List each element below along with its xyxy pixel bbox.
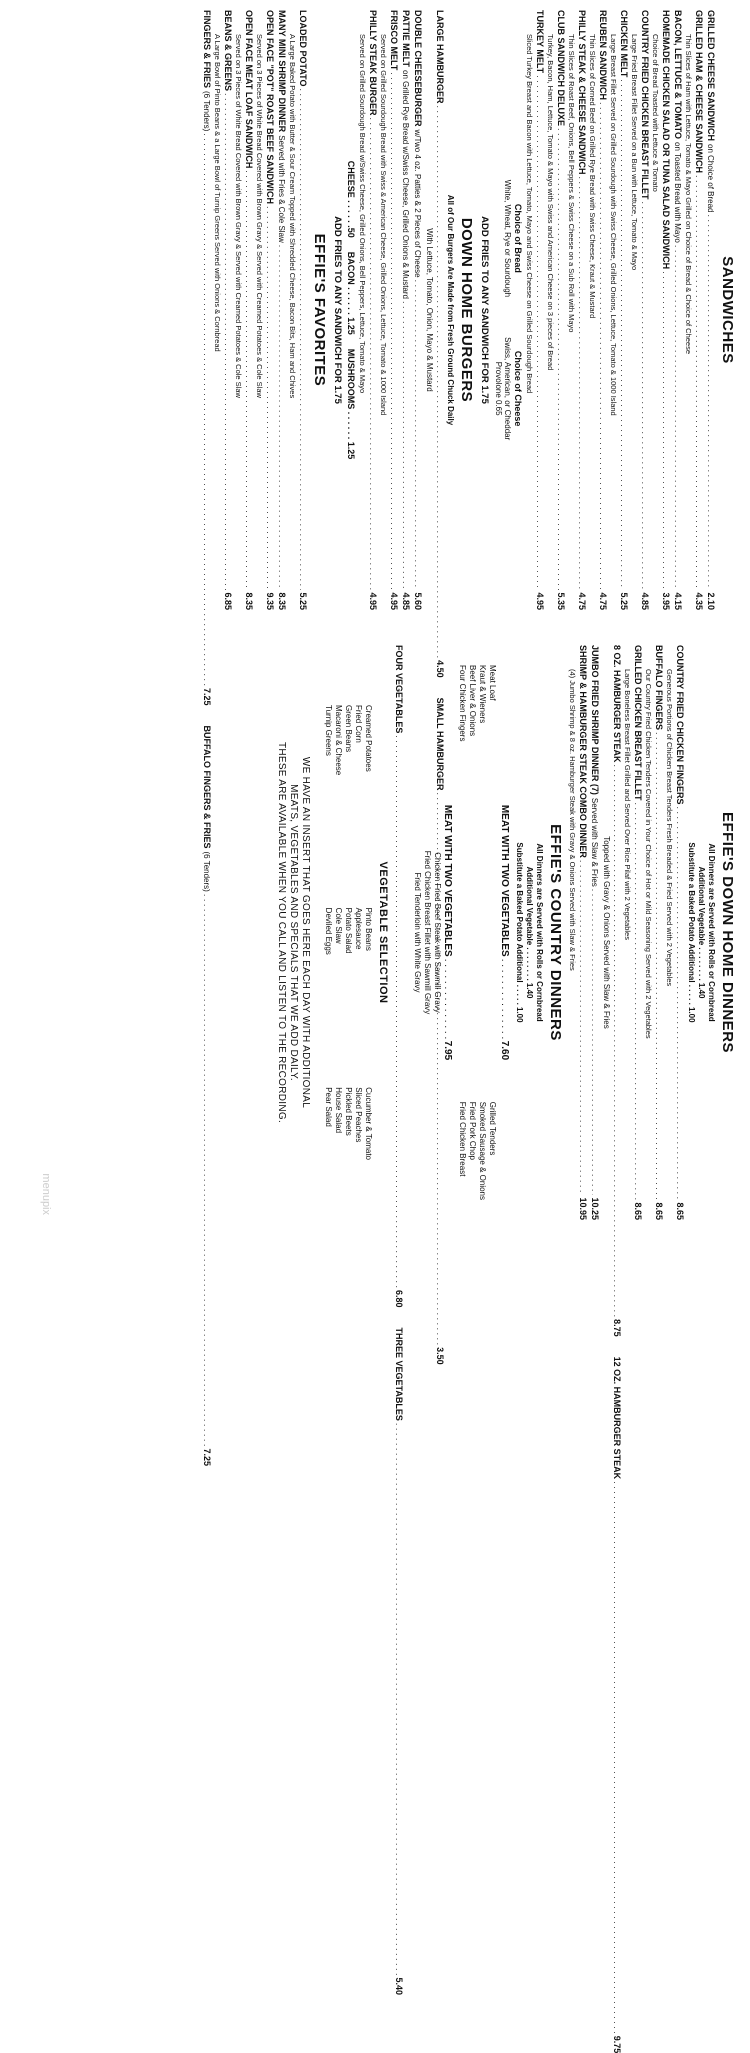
favorite-item: [289, 10, 309, 610]
sandwich-item-price: 4.35: [694, 592, 704, 610]
dinner-item-name: BUFFALO FINGERS: [654, 645, 664, 730]
shrimp-dinner: [589, 645, 600, 1220]
sandwich-item: [588, 10, 608, 610]
sandwich-item-price: 4.85: [640, 592, 650, 610]
burger-extras: [347, 10, 357, 610]
sandwich-item-inline: on Choice of Bread: [706, 144, 715, 213]
veg-col-2: [323, 908, 373, 955]
meat-option: Grilled Tenders: [488, 1101, 497, 1156]
fingers-fries-price: 7.25: [202, 687, 213, 706]
country-dinners-title: EFFIE'S COUNTRY DINNERS: [547, 824, 564, 1041]
favorite-item-desc: A Large Baked Potato with Butter & Sour Cream Topped with Shredded Cheese, Bacon Bits, Ham and Chives: [288, 34, 298, 399]
burger-item-name: PATTIE MELT: [401, 10, 412, 67]
favorite-item-desc: Served on 3 Pieces of White Bread Covered with Brown Gravy & Served with Creamed Potatoes & Cole Slaw: [234, 34, 244, 398]
buffalo-fingers-fries-inline: (6 Tenders): [202, 851, 212, 892]
sandwich-item: [651, 10, 671, 610]
steak-12oz-price: 9.75: [612, 2035, 622, 2053]
burger-item-price: 4.85: [401, 592, 412, 610]
veg-price-pair: [393, 645, 404, 1995]
dinner-item-price: 8.65: [675, 1202, 685, 1220]
sandwich-item-name: PHILLY STEAK & CHEESE SANDWICH: [577, 10, 587, 175]
dinner-item-name: COUNTRY FRIED CHICKEN FINGERS: [675, 645, 685, 805]
bread-choice-title: Choice of Bread: [513, 203, 523, 273]
sandwich-add-fries: ADD FRIES TO ANY SANDWICH FOR 1.75: [479, 216, 491, 404]
sandwich-choices: [494, 10, 523, 610]
dinner-item: [623, 645, 643, 1220]
sandwiches-title: SANDWICHES: [719, 256, 736, 364]
meat-two-veg-b: [442, 645, 453, 1220]
burger-item: [359, 10, 379, 610]
burger-item-name: FRISCO MELT: [389, 10, 400, 71]
cd-line1: All Dinners are Served with Rolls or Cornbread: [535, 843, 544, 1022]
dinner-item-price: 8.65: [654, 1202, 664, 1220]
three-vegetables: [393, 1327, 404, 1995]
vegetable-option: Pickled Beets: [344, 1087, 353, 1136]
watermark: menupix: [40, 1173, 52, 1215]
cheese-choice-list: Swiss, American, or Cheddar: [503, 337, 513, 441]
sandwich-item: [567, 10, 587, 610]
burger-item-price: 4.95: [389, 592, 400, 610]
small-hamburger-price: 3.50: [435, 1347, 446, 1365]
extra-bacon: BACON . . . . . . 1.25: [346, 251, 357, 335]
vegetable-columns: [323, 705, 373, 1160]
sandwich-item-name: TURKEY MELT: [535, 10, 545, 74]
cd-line3: Substitute a Baked Potato Additional . . . . . 1.00: [515, 842, 524, 1023]
vegetable-option: Pinto Beans: [364, 907, 373, 951]
dinner-item-price: 8.65: [633, 1202, 643, 1220]
sandwich-item-desc: Large Breast Fillet Served on Grilled Sourdough with Swiss Cheese, Grilled Onions, Lettuce, Tomato & 1000 Island: [609, 34, 618, 416]
dinner-item-desc: Our Country Fried Chicken Tenders Covered in Your Choice of Hot or Mild Seasoning Served with 2 Vegetables: [644, 669, 653, 1039]
favorite-item-price: 8.35: [244, 592, 255, 610]
sandwich-item-name: CHICKEN MELT: [619, 10, 629, 78]
favorite-item: [235, 10, 255, 610]
veg-col-3: [323, 1087, 373, 1160]
extra-mushrooms: MUSHROOMS . . . . . . 1.25: [346, 348, 357, 460]
footer-line2: MEATS, VEGETABLES AND SPECIALS THAT WE ADD DAILY.: [288, 784, 299, 1081]
burger-item-desc: Served on Grilled Sourdough Bread with Swiss & American Cheese, Grilled Onions, Lettuce, Tomato & 1000 Island: [379, 34, 389, 416]
meat-option: Kraut & Wieners: [478, 665, 487, 724]
sandwich-item-desc: Large Fried Breast Fillet Served on a Bun with Lettuce, Tomato & Mayo: [630, 34, 639, 271]
shrimp-dinner-inline: Served with Slaw & Fries: [590, 797, 599, 887]
bread-choice-list: White, Wheat, Rye or Sourdough: [503, 179, 513, 298]
footer-note: [275, 645, 311, 1220]
sandwich-item-name: COUNTRY FRIED CHICKEN BREAST FILLET: [640, 10, 650, 200]
favorite-item-name: BEANS & GREENS: [223, 10, 234, 92]
vegetable-option: Cucumber & Tomato: [364, 1087, 373, 1160]
vegetable-option: Turnip Greens: [324, 705, 333, 756]
sandwich-item-desc: Thin Slices of Corned Beef on Grilled Rye Bread with Swiss Cheese, Kraut & Mustard: [588, 34, 597, 319]
dinner-item: [665, 645, 685, 1220]
fingers-fries-name: FINGERS & FRIES: [202, 10, 213, 89]
large-hamburger: [435, 10, 446, 678]
sandwich-item-price: 3.95: [661, 592, 671, 610]
favorite-item-name: MANY MINI SHRIMP DINNER: [277, 10, 288, 133]
sandwich-item-name: BACON, LETTUCE & TOMATO: [673, 10, 683, 139]
vegetable-option: Potato Salad: [344, 907, 353, 954]
steak-12oz: [611, 1357, 622, 2053]
meat-two-veg-a-lists: [457, 665, 497, 1200]
sandwich-item-price: 5.25: [619, 592, 629, 610]
sandwich-item: [525, 10, 545, 610]
fingers-pair: [202, 10, 213, 1466]
combo-dinner-price: 10.95: [578, 1197, 588, 1220]
sandwich-item-price: 4.95: [535, 592, 545, 610]
meat-option: Chicken Fried Beef Steak with Sawmill Gravy: [433, 852, 442, 1013]
meat-a-left-list: [457, 665, 497, 741]
meat-option: Four Chicken Fingers: [458, 665, 467, 742]
vegetable-option: Cole Slaw: [334, 907, 343, 944]
burger-item-name: PHILLY STEAK BURGER: [368, 10, 379, 116]
burger-list: [359, 10, 424, 610]
sandwich-item-price: 5.35: [556, 592, 566, 610]
four-vegetables-name: FOUR VEGETABLES: [394, 645, 404, 734]
meat-two-veg-a: [499, 645, 510, 1220]
sandwich-item-desc: Choice of Bread Toasted with Lettuce & Tomato: [651, 34, 660, 192]
sandwich-item: [546, 10, 566, 610]
four-vegetables: [393, 645, 404, 1307]
meat-option: Fried Pork Chop: [468, 1101, 477, 1160]
sandwich-item: [630, 10, 650, 610]
meat-option: Fried Tenderloin with White Gravy: [413, 872, 422, 993]
shrimp-dinner-price: 10.25: [590, 1197, 600, 1220]
buffalo-fingers-fries-price: 7.25: [202, 1448, 213, 1466]
dinner-item-desc: Generous Portions of Chicken Breast Tenders Fresh Breaded & Fried Served with 2 Vegetables: [665, 669, 674, 987]
sandwich-item-name: GRILLED CHEESE SANDWICH: [706, 10, 716, 142]
three-vegetables-name: THREE VEGETABLES: [394, 1327, 404, 1421]
down-home-dinners-title: EFFIE'S DOWN HOME DINNERS: [719, 811, 736, 1054]
burger-item: [380, 10, 400, 610]
combo-dinner: [568, 645, 588, 1220]
dhd-line1: All Dinners are Served with Rolls or Cornbread: [707, 843, 716, 1022]
sandwich-item-inline: on Toasted Bread with Mayo: [673, 142, 682, 243]
favorite-item-inline: Served with Fries & Cole Slaw: [277, 135, 287, 243]
burgers-subtitle: All of Our Burgers Are Made from Fresh Ground Chuck Daily: [446, 194, 456, 426]
burger-desc: With Lettuce, Tomato, Onion, Mayo & Mustard: [425, 228, 435, 392]
steak-8oz-price: 8.75: [612, 1319, 622, 1337]
meat-two-veg-b-list: [412, 645, 442, 1220]
meat-option: Fried Chicken Breast Fillet with Sawmill Gravy: [423, 850, 432, 1015]
favorite-item-name: OPEN FACE MEAT LOAF SANDWICH: [244, 10, 255, 169]
burger-add-fries: ADD FRIES TO ANY SANDWICH FOR 1.75: [332, 216, 344, 404]
favorite-item-desc: Served on 3 Pieces of White Bread Covered with Brown Gravy & Served with Creamed Potatoes & Cole Slaw: [255, 34, 265, 398]
vegetable-option: Macaroni & Cheese: [334, 705, 343, 776]
meat-option: Smoked Sausage & Onions: [478, 1101, 487, 1200]
sandwich-list: [525, 10, 716, 610]
meat-option: Beef Liver & Onions: [468, 665, 477, 737]
cd-line2: Additional Vegetable . . . . . . . . 1.40: [525, 866, 534, 999]
vegetable-option: Applesauce: [354, 907, 363, 950]
vegetable-option: Sliced Peaches: [354, 1087, 363, 1143]
dinner-list: [623, 645, 685, 1220]
sandwich-item-name: CLUB SANDWICH DELUXE: [556, 10, 566, 126]
sandwich-item-name: HOMEMADE CHICKEN SALAD OR TUNA SALAD SANDWICH: [661, 10, 671, 270]
sandwich-item-price: 4.75: [577, 592, 587, 610]
large-hamburger-price: 4.50: [435, 660, 446, 678]
veg-col-1: [323, 705, 373, 775]
sandwich-item-desc: Thin Slices of Roast Beef, Onions, Bell Peppers & Swiss Cheese on a Sub Roll with Mayo: [567, 34, 576, 333]
burger-item-name: DOUBLE CHEESEBURGER: [413, 10, 424, 127]
favorites-title: EFFIE'S FAVORITES: [311, 233, 329, 387]
vegetable-option: Creamed Potatoes: [364, 705, 373, 772]
burger-item: [413, 10, 424, 610]
vegetable-option: Fried Corn: [354, 705, 363, 743]
dinner-item: [644, 645, 664, 1220]
sandwich-item-price: 4.15: [673, 592, 683, 610]
sandwich-item-desc: Turkey, Bacon, Ham, Lettuce, Tomato & Mayo with Swiss and American Cheese on 3 pieces of Bread: [546, 34, 555, 371]
meat-a-right-list: [457, 1102, 497, 1200]
shrimp-dinner-name: JUMBO FRIED SHRIMP DINNER (7): [590, 645, 600, 795]
favorites-list: [214, 10, 309, 610]
fingers-fries: [202, 10, 213, 705]
burger-item: [401, 10, 412, 610]
sandwich-item: [672, 10, 683, 610]
bread-choice: [494, 180, 523, 297]
hamburger-steak-pair: [611, 645, 622, 2053]
three-vegetables-price: 5.40: [394, 1977, 404, 1995]
favorite-item: [277, 10, 288, 610]
favorite-item: [214, 10, 234, 610]
dinner-item-desc: Large Boneless Breast Fillet Grilled and Served Over Rice Pilaf with 2 Vegetables: [623, 669, 632, 940]
cheese-choice-title: Choice of Cheese: [513, 350, 523, 427]
burger-item-price: 4.95: [368, 592, 379, 610]
sandwich-item-desc: Sliced Turkey Breast and Bacon with Lettuce, Tomato, Mayo and Swiss Cheese on Grilled Sourdough Bread: [525, 34, 534, 394]
dinner-item-name: GRILLED CHICKEN BREAST FILLET: [633, 645, 643, 801]
burgers-title: DOWN HOME BURGERS: [458, 217, 476, 403]
steak-desc: Topped with Gravy & Onions Served with Slaw & Fries: [602, 836, 611, 1029]
meat-two-veg-b-price: 7.95: [442, 1040, 453, 1061]
cheese-choice: [494, 337, 523, 440]
steak-8oz: [611, 645, 622, 1337]
sandwich-item: [705, 10, 716, 610]
footer-line1: WE HAVE AN INSERT THAT GOES HERE EACH DAY WITH ADDITIONAL: [300, 756, 311, 1109]
footer-line3: THESE ARE AVAILABLE WHEN YOU CALL AND LISTEN TO THE RECORDING.: [276, 741, 287, 1124]
favorite-item-price: 6.85: [223, 592, 234, 610]
favorite-item: [256, 10, 276, 610]
large-hamburger-name: LARGE HAMBURGER: [435, 10, 446, 104]
burger-item-price: 5.60: [413, 592, 424, 610]
steak-12oz-name: 12 OZ. HAMBURGER STEAK: [612, 1356, 622, 1480]
dhd-line2: Additional Vegetable . . . . . . . . 1.40: [697, 866, 706, 999]
buffalo-fingers-fries: [202, 725, 213, 1465]
vegetable-option: House Salad: [334, 1087, 343, 1134]
meat-two-veg-a-price: 7.60: [499, 1040, 510, 1061]
favorite-item-price: 5.25: [298, 592, 309, 610]
burger-item-inline: on Grilled Rye Bread w/Swiss Cheese, Grilled Onions & Mustard: [401, 70, 411, 299]
combo-dinner-name: SHRIMP & HAMBURGER STEAK COMBO DINNER: [578, 645, 588, 858]
sandwich-item-name: REUBEN SANDWICH: [598, 10, 608, 100]
burger-item-desc: Served on Grilled Sourdough Bread w/Swiss Cheese, Grilled Onions, Bell Peppers, Lettuce, Tomato & Mayo: [358, 34, 368, 394]
sandwich-item-price: 2.10: [706, 592, 716, 610]
dhd-line3: Substitute a Baked Potato Additional . . . . . 1.00: [687, 842, 696, 1023]
cheese-choice-extra: Provolone 0.65: [494, 361, 503, 416]
small-hamburger-name: SMALL HAMBURGER: [435, 697, 446, 791]
sandwich-item: [609, 10, 629, 610]
sandwich-item-desc: Thin Slices of Ham with Lettuce, Tomato & Mayo Grilled on Choice of Bread & Choice of Cheese: [684, 34, 693, 355]
meat-option: Meat Loaf: [488, 665, 497, 701]
favorite-item-name: OPEN FACE "POT" ROAST BEEF SANDWICH: [265, 10, 276, 205]
vegetable-option: Green Beans: [344, 705, 353, 753]
favorite-item-desc: A Large Bowl of Pinto Beans & a Large Bowl of Turnip Greens Served with Onions & Cornbread: [213, 34, 223, 352]
meat-two-veg-b-title: MEAT WITH TWO VEGETABLES: [442, 804, 453, 957]
favorite-item-price: 8.35: [277, 592, 288, 610]
combo-dinner-desc: (4) Jumbo Shrimp & 8 oz. Hamburger Steak with Gravy & Onions Served with Slaw & Fries: [568, 669, 577, 971]
favorite-item-price: 9.35: [265, 592, 276, 610]
meat-two-veg-a-title: MEAT WITH TWO VEGETABLES: [499, 804, 510, 957]
steak-8oz-name: 8 OZ. HAMBURGER STEAK: [612, 645, 622, 763]
fingers-fries-inline: (6 Tenders): [202, 91, 212, 132]
burger-item-inline: w/Two 4 oz. Patties & 2 Pieces of Cheese: [413, 129, 423, 278]
sandwich-item: [684, 10, 704, 610]
vegetable-option: Pear Salad: [324, 1087, 333, 1127]
four-vegetables-price: 6.80: [394, 1289, 404, 1308]
favorite-item-name: LOADED POTATO: [298, 10, 309, 87]
vegetable-option: Deviled Eggs: [324, 907, 333, 955]
buffalo-fingers-fries-name: BUFFALO FINGERS & FRIES: [202, 725, 213, 849]
sandwich-item-name: GRILLED HAM & CHEESE SANDWICH: [694, 10, 704, 174]
sandwich-item-price: 4.75: [598, 592, 608, 610]
extra-cheese: CHEESE . . . . . .50: [346, 160, 357, 238]
meat-option: Fried Chicken Breast: [458, 1101, 467, 1177]
vegetable-selection-title: VEGETABLE SELECTION: [377, 861, 389, 1004]
